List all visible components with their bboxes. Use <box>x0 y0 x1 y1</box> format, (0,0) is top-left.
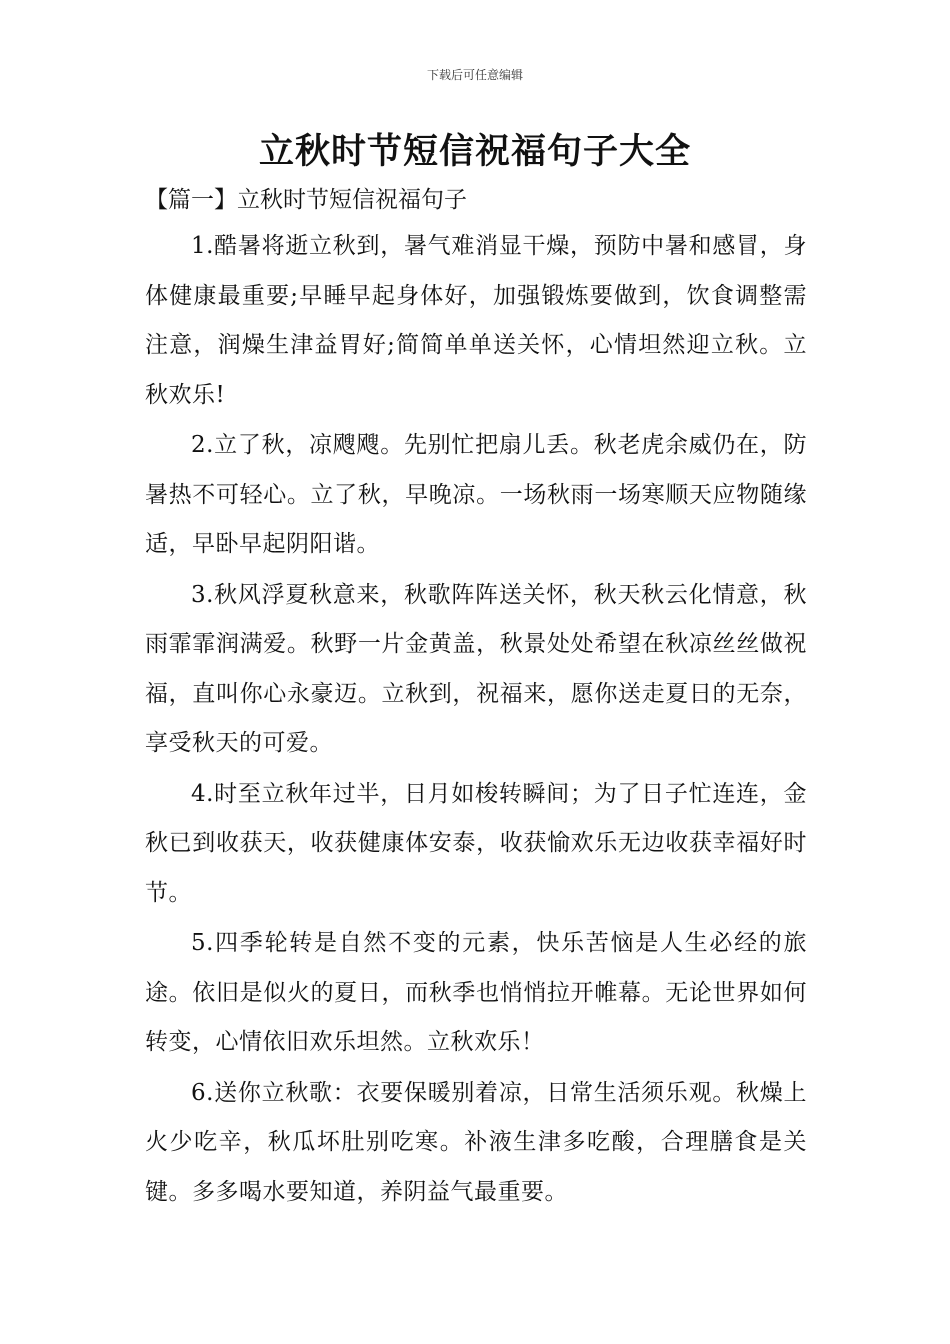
paragraph-6: 6.送你立秋歌：衣要保暖别着凉，日常生活须乐观。秋燥上火少吃辛，秋瓜坏肚别吃寒。补液生津多吃酸，合理膳食是关键。多多喝水要知道，养阴益气最重要。 <box>145 1079 807 1205</box>
document-body <box>145 222 807 1218</box>
paragraph-3: 3.秋风浮夏秋意来，秋歌阵阵送关怀，秋天秋云化情意，秋雨霏霏润满爱。秋野一片金黄盖，秋景处处希望在秋凉丝丝做祝福，直叫你心永豪迈。立秋到，祝福来，愿你送走夏日的无奈，享受秋天的可爱。 <box>145 581 807 756</box>
section-heading: 【篇一】立秋时节短信祝福句子 <box>145 187 467 213</box>
paragraph-4: 4.时至立秋年过半，日月如梭转瞬间；为了日子忙连连，金秋已到收获天，收获健康体安泰，收获愉欢乐无边收获幸福好时节。 <box>145 780 807 906</box>
paragraph-2: 2.立了秋，凉飕飕。先别忙把扇儿丢。秋老虎余威仍在，防暑热不可轻心。立了秋，早晚凉。一场秋雨一场寒顺天应物随缘适，早卧早起阴阳谐。 <box>145 432 807 557</box>
document-title: 立秋时节短信祝福句子大全 <box>258 132 691 172</box>
header-note: 下载后可任意编辑 <box>426 68 523 82</box>
paragraph-5: 5.四季轮转是自然不变的元素，快乐苦恼是人生必经的旅途。依旧是似火的夏日，而秋季也悄悄拉开帷幕。无论世界如何转变，心情依旧欢乐坦然。立秋欢乐！ <box>145 930 807 1055</box>
paragraph-1: 1.酷暑将逝立秋到，暑气难消显干燥，预防中暑和感冒，身体健康最重要;早睡早起身体好，加强锻炼要做到，饮食调整需注意，润燥生津益胃好;简简单单送关怀，心情坦然迎立秋。立秋欢乐! <box>145 233 807 408</box>
